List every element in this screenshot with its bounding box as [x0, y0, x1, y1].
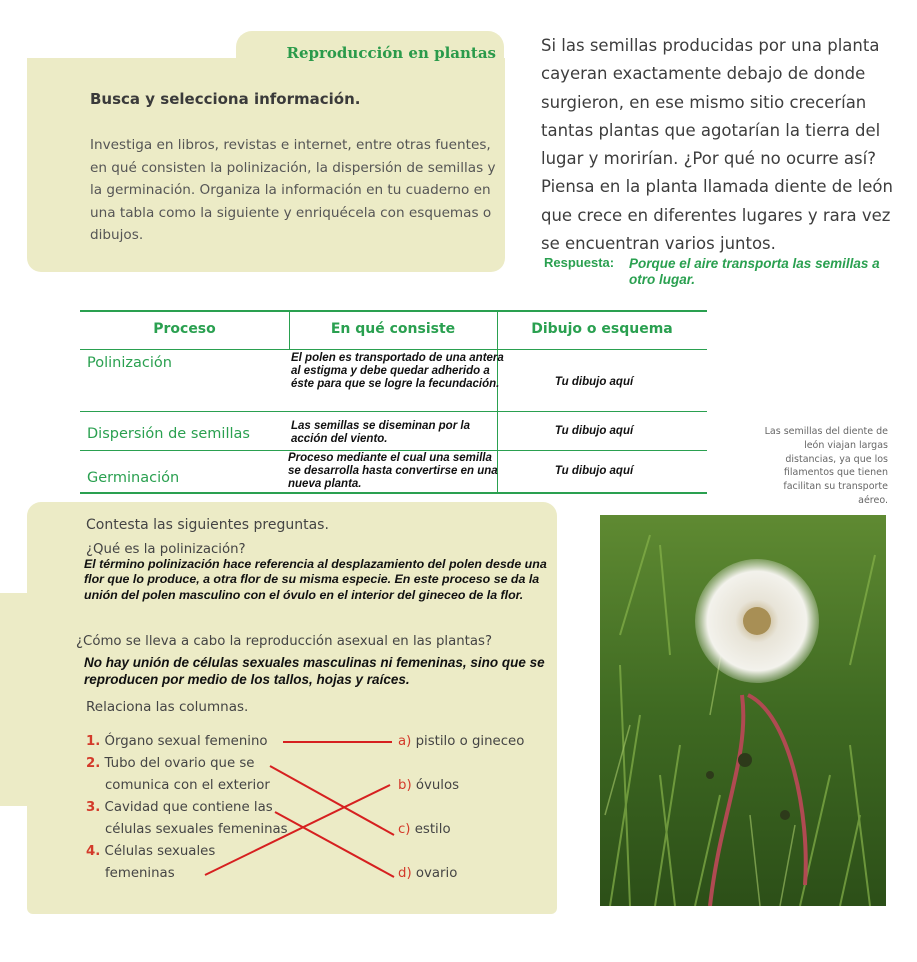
matching-title: Relaciona las columnas.	[86, 699, 249, 715]
dandelion-photo	[600, 515, 886, 906]
activity-title: Reproducción en plantas	[286, 44, 496, 62]
header-dibujo: Dibujo o esquema	[531, 321, 673, 337]
match-line-2c	[270, 766, 394, 835]
process-name: Germinación	[87, 470, 180, 486]
answer-1: El término polinización hace referencia al desplazamiento del polen desde una flor que lo produce, a otra flor de su misma especie. En este proceso se da la unión del polen masculino con el óvulo en el interior del gineceo de la flor.	[84, 557, 547, 602]
match-left-text: Tubo del ovario que se	[104, 756, 255, 771]
answer-label: Respuesta:	[544, 255, 615, 270]
match-right-text: pistilo o gineceo	[415, 734, 525, 749]
header-proceso: Proceso	[153, 321, 216, 337]
match-letter: c)	[398, 822, 411, 837]
process-description: El polen es transportado de una antera al estigma y debe quedar adherido a éste para que se logre la fecundación.	[291, 352, 504, 390]
drawing-placeholder: Tu dibujo aquí	[554, 465, 634, 477]
match-number: 4.	[86, 844, 101, 859]
question-1: ¿Qué es la polinización?	[86, 542, 246, 557]
match-right-text: estilo	[414, 822, 451, 837]
header-consiste: En qué consiste	[330, 321, 456, 337]
process-description: Las semillas se diseminan por la acción del viento.	[291, 420, 470, 445]
process-description: Proceso mediante el cual una semilla se desarrolla hasta convertirse en una nueva planta.	[288, 452, 498, 490]
photo-caption: Las semillas del diente de león viajan largas distancias, ya que los filamentos que tienen facilitan su transporte aéreo.	[764, 426, 888, 506]
process-name: Dispersión de semillas	[87, 426, 250, 442]
match-right-text: ovario	[415, 866, 458, 881]
match-letter: a)	[398, 734, 412, 749]
match-left-text: Células sexuales	[104, 844, 216, 859]
activity-instructions: Investiga en libros, revistas e internet, entre otras fuentes, en qué consisten la polinización, la dispersión de semillas y la germinación. Organiza la información en tu cuaderno en una tabla como la siguiente y enriquécela con esquemas o dibujos.	[90, 137, 496, 243]
question-2: ¿Cómo se lleva a cabo la reproducción asexual en las plantas?	[76, 634, 493, 649]
drawing-placeholder: Tu dibujo aquí	[554, 425, 634, 437]
match-left-text-2: células sexuales femeninas	[105, 822, 288, 837]
match-right-text: óvulos	[415, 778, 460, 793]
match-left-text: Órgano sexual femenino	[104, 734, 268, 749]
match-number: 2.	[86, 756, 101, 771]
match-line-4b	[205, 785, 390, 875]
answer-2: No hay unión de células sexuales masculinas ni femeninas, sino que se reproducen por medio de los tallos, hojas y raíces.	[84, 655, 545, 687]
match-line-3d	[275, 812, 394, 877]
match-left-text-2: femeninas	[105, 866, 175, 881]
seeds-paragraph: Si las semillas producidas por una planta cayeran exactamente debajo de donde surgieron, en ese mismo sitio crecerían tantas plantas que agotarían la tierra del lugar y morirían. ¿Por qué no ocurre así? Piensa en la planta llamada diente de león que crece en diferentes lugares y rara vez se encuentran varios juntos.	[541, 36, 893, 254]
match-letter: b)	[398, 778, 412, 793]
drawing-placeholder: Tu dibujo aquí	[554, 376, 634, 388]
match-number: 3.	[86, 800, 101, 815]
match-left-text-2: comunica con el exterior	[105, 778, 270, 793]
match-number: 1.	[86, 734, 101, 749]
match-left-text: Cavidad que contiene las	[104, 800, 273, 815]
activity-subtitle: Busca y selecciona información.	[90, 90, 361, 108]
process-name: Polinización	[87, 355, 172, 371]
answer-text: Porque el aire transporta las semillas a otro lugar.	[629, 256, 880, 287]
match-letter: d)	[398, 866, 412, 881]
questions-intro: Contesta las siguientes preguntas.	[86, 517, 329, 533]
